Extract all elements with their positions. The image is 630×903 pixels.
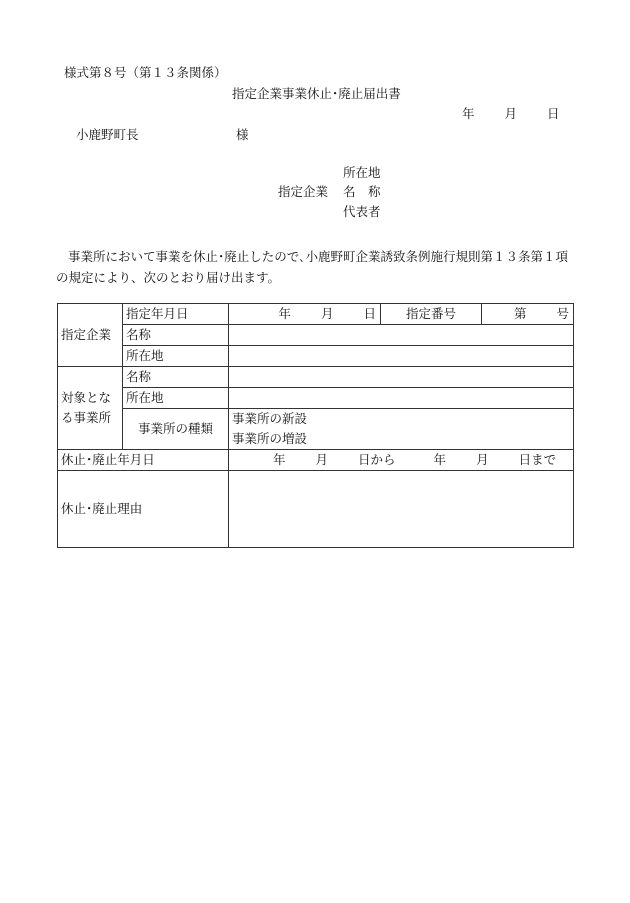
applicant-company-label: 指定企業 [278, 184, 329, 199]
designated-company-header: 指定企業 [58, 304, 123, 367]
table-row [58, 450, 574, 471]
from-year: 年 [273, 452, 286, 468]
office-name-field[interactable] [229, 367, 574, 388]
date-month: 月 [504, 106, 518, 121]
company-name-field[interactable] [229, 325, 574, 346]
office-type-label: 事業所の種類 [123, 409, 229, 450]
office-type-new[interactable]: 事業所の新設 [232, 411, 308, 426]
table-row [58, 304, 574, 325]
office-location-label: 所在地 [123, 388, 229, 409]
table-row [58, 367, 574, 388]
company-location-label: 所在地 [123, 346, 229, 367]
reason-label: 休止･廃止理由 [58, 471, 229, 548]
designation-year: 年 [278, 306, 291, 322]
office-type-options[interactable] [229, 409, 574, 450]
table-row [58, 388, 574, 409]
submission-date [462, 108, 560, 121]
designation-number-label: 指定番号 [381, 304, 482, 325]
to-day: 日まで [518, 452, 557, 468]
honorific: 様 [236, 127, 249, 142]
company-name-label: 名称 [123, 325, 229, 346]
from-month: 月 [315, 452, 329, 468]
applicant-name-label: 名 称 [343, 184, 381, 199]
reason-field[interactable] [229, 471, 574, 548]
designation-date-value[interactable] [229, 304, 381, 325]
target-office-line2: る事業所 [61, 410, 112, 425]
applicant-representative-label: 代表者 [343, 204, 381, 219]
date-day: 日 [547, 106, 560, 121]
from-day: 日から [358, 452, 396, 468]
target-office-line1: 対象とな [61, 390, 112, 405]
suspension-dates-field[interactable] [229, 450, 574, 471]
designation-number-value[interactable] [482, 304, 574, 325]
target-office-header [58, 367, 123, 450]
designation-day: 日 [363, 306, 376, 322]
form-number: 様式第８号（第１３条関係） [64, 65, 227, 80]
body-paragraph: 事業所において事業を休止･廃止したので､小鹿野町企業誘致条例施行規則第１３条第１項の規定により、次のとおり届け出ます。 [56, 249, 569, 285]
office-type-expand[interactable]: 事業所の増設 [232, 431, 308, 446]
notification-table [57, 303, 574, 548]
office-name-label: 名称 [123, 367, 229, 388]
table-row [58, 471, 574, 548]
to-month: 月 [476, 452, 489, 468]
to-year: 年 [433, 452, 447, 468]
applicant-location-label: 所在地 [343, 165, 381, 180]
addressee: 小鹿野町長 [76, 127, 139, 142]
office-location-field[interactable] [229, 388, 574, 409]
date-year: 年 [462, 106, 475, 121]
table-row [58, 346, 574, 367]
table-row [58, 409, 574, 450]
suspension-dates-label: 休止･廃止年月日 [58, 450, 229, 471]
designation-month: 月 [320, 306, 334, 322]
designation-date-label: 指定年月日 [123, 304, 229, 325]
number-go: 号 [556, 306, 569, 322]
document-title: 指定企業事業休止･廃止届出書 [232, 86, 401, 101]
number-dai: 第 [513, 306, 527, 322]
table-row [58, 325, 574, 346]
company-location-field[interactable] [229, 346, 574, 367]
